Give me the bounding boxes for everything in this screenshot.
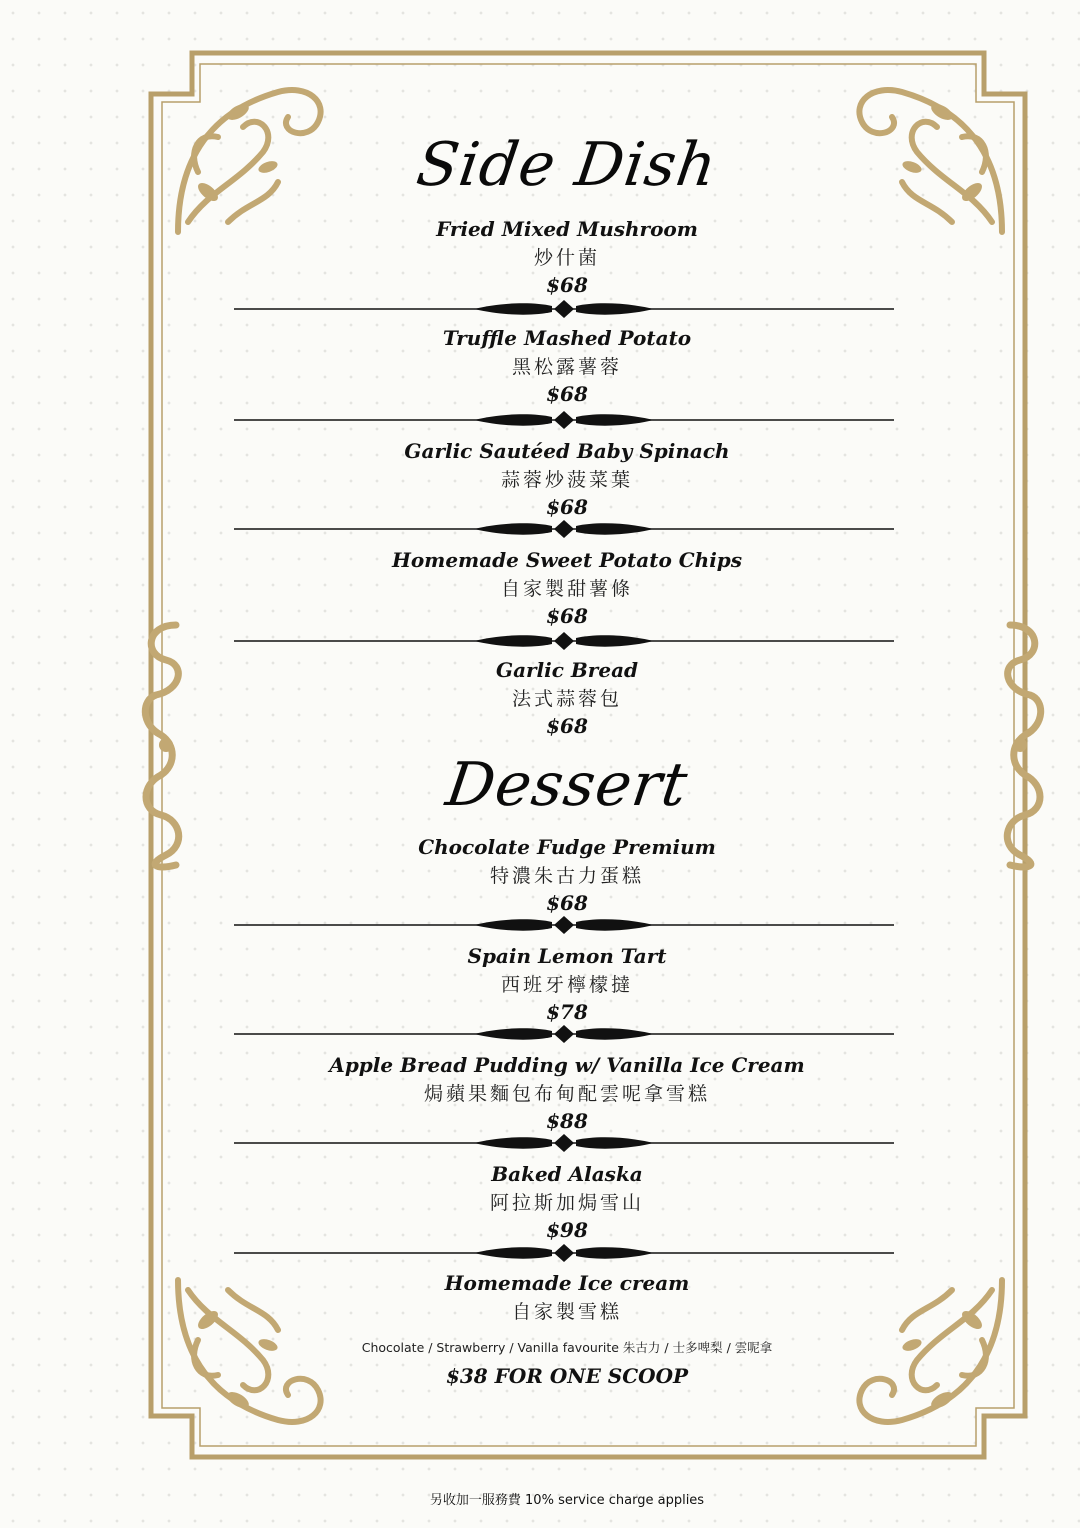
item-price: $68 [546, 495, 588, 519]
menu-item [0, 436, 1080, 520]
ornamental-divider [234, 631, 894, 651]
ornamental-divider [234, 1024, 894, 1044]
menu-item [0, 832, 1080, 916]
item-name-en: Spain Lemon Tart [467, 944, 667, 968]
ornamental-divider [234, 1243, 894, 1263]
item-name-zh: 法式蒜蓉包 [511, 688, 622, 710]
dessert-title: Dessert [441, 750, 693, 820]
ice-cream-flavours: Chocolate / Strawberry / Vanilla favourite 朱古力 / 士多啤梨 / 雲呢拿 [361, 1340, 773, 1355]
side-dish-title: Side Dish [412, 130, 722, 200]
item-name-en: Garlic Sautéed Baby Spinach [404, 439, 730, 463]
item-name-zh: 焗蘋果麵包布甸配雲呢拿雪糕 [423, 1083, 710, 1105]
ornamental-divider [234, 1133, 894, 1153]
item-name-en: Fried Mixed Mushroom [436, 217, 698, 241]
ornamental-divider [234, 915, 894, 935]
service-charge-note: 另收加一服務費 10% service charge applies [429, 1493, 705, 1508]
ornamental-divider [234, 410, 894, 430]
item-price: $68 [546, 891, 588, 915]
item-price: $98 [546, 1218, 588, 1242]
item-price: $78 [546, 1000, 588, 1024]
item-name-zh: 自家製甜薯條 [500, 578, 633, 600]
menu-item [0, 1050, 1080, 1134]
item-name-en: Truffle Mashed Potato [442, 326, 692, 350]
item-name-en: Garlic Bread [495, 658, 639, 682]
menu-item [0, 1268, 1080, 1326]
menu-item [0, 655, 1080, 739]
item-name-zh: 阿拉斯加焗雪山 [489, 1192, 644, 1214]
menu-item [0, 1159, 1080, 1243]
item-name-zh: 特濃朱古力蛋糕 [489, 865, 644, 887]
menu-item [0, 214, 1080, 298]
ornamental-divider [234, 519, 894, 539]
menu-item [0, 323, 1080, 407]
item-price: $68 [546, 714, 588, 738]
item-name-en: Chocolate Fudge Premium [418, 835, 716, 859]
item-price: $68 [546, 273, 588, 297]
item-name-en: Homemade Sweet Potato Chips [391, 548, 743, 572]
item-price: $88 [546, 1109, 588, 1133]
item-name-en: Homemade Ice cream [444, 1271, 690, 1295]
item-name-zh: 炒什菌 [533, 247, 600, 269]
item-name-en: Apple Bread Pudding w/ Vanilla Ice Cream [329, 1053, 805, 1077]
ornamental-divider [234, 299, 894, 319]
item-name-zh: 西班牙檸檬撻 [500, 974, 633, 996]
item-price: $68 [546, 382, 588, 406]
item-name-en: Baked Alaska [491, 1162, 643, 1186]
menu-item [0, 545, 1080, 629]
menu-item [0, 941, 1080, 1025]
item-name-zh: 自家製雪糕 [511, 1301, 622, 1323]
ice-cream-price: $38 FOR ONE SCOOP [445, 1364, 689, 1388]
item-price: $68 [546, 604, 588, 628]
item-name-zh: 黑松露薯蓉 [511, 356, 622, 378]
item-name-zh: 蒜蓉炒菠菜葉 [500, 469, 633, 491]
